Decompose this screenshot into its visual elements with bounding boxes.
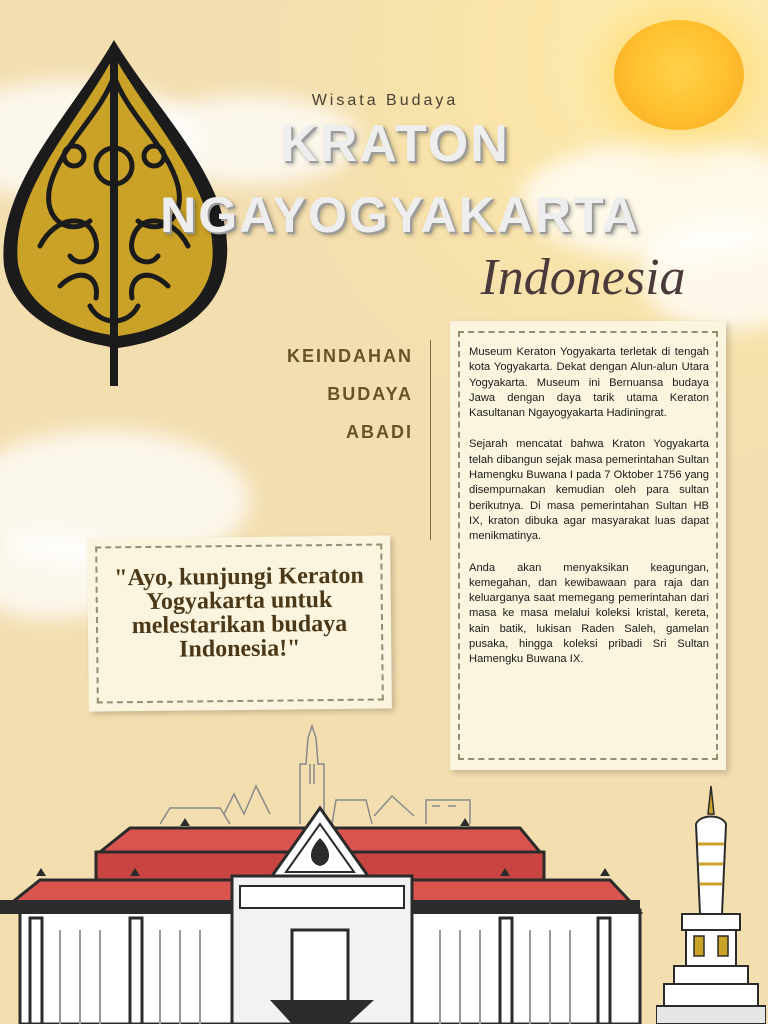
subtitle: Wisata Budaya	[311, 92, 459, 109]
divider	[430, 340, 431, 540]
tagline-line-3: ABADI	[346, 422, 413, 442]
info-card	[450, 321, 726, 770]
tugu-monument-icon	[656, 784, 766, 1024]
page-title-line-1: KRATON	[280, 115, 510, 173]
page-title-line-2: NGAYOGYAKARTA	[160, 187, 640, 243]
info-paragraph-2: Sejarah mencatat bahwa Kraton Yogyakarta telah dibangun sejak masa pemerintahan Sultan Hamengku Buwana I pada 7 Oktober 1756 yang disempurnakan kemudian oleh para sultan berikutnya. Di masa pemerintahan Sultan HB IX, kraton dibuka agar masyarakat luas dapat menikmatinya.	[469, 438, 709, 543]
info-paragraph-1: Museum Keraton Yogyakarta terletak di tengah kota Yogyakarta. Dekat dengan Alun-alun Utara Yogyakarta. Museum ini Bernuansa budaya Jawa dengan daya tarik utama Keraton Kasultanan Ngayogyakarta Hadiningrat.	[469, 346, 709, 420]
country-label: Indonesia	[480, 249, 686, 306]
info-paragraph-3: Anda akan menyaksikan keagungan, kemegahan, dan kewibawaan para raja dan keluarganya saat memegang pemerintahan dari masa ke masa melalui koleksi kristal, kereta, kain batik, lukisan Raden Saleh, gamelan pusaka, hingga koleksi pribadi Sri Sultan Hamengku Buwana IX.	[469, 561, 709, 666]
sun-icon	[614, 20, 744, 130]
kraton-building-icon	[0, 800, 650, 1024]
tagline-line-2: BUDAYA	[327, 384, 413, 404]
quote-text: "Ayo, kunjungi Keraton Yogyakarta untuk melestarikan budaya Indonesia!"	[114, 562, 364, 663]
info-text	[469, 345, 709, 684]
quote-card	[87, 535, 392, 711]
tagline-line-1: KEINDAHAN	[287, 346, 413, 366]
